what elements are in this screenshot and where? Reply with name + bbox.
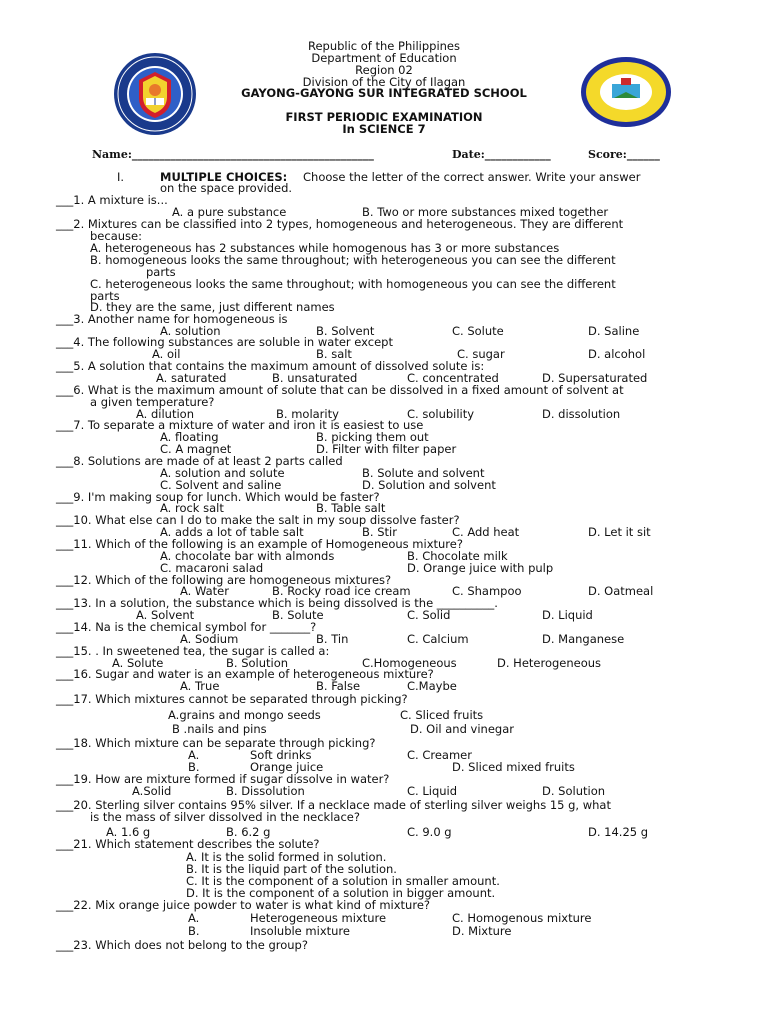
answer-choice: D. Let it sit bbox=[588, 525, 651, 539]
question-text: ___4. The following substances are soluble in water except bbox=[56, 335, 393, 349]
answer-choice: A. dilution bbox=[136, 407, 194, 421]
answer-choice: B. Solute and solvent bbox=[362, 466, 485, 480]
answer-choice: D. It is the component of a solution in bigger amount. bbox=[186, 886, 496, 900]
header-republic: Republic of the Philippines bbox=[307, 39, 461, 53]
answer-choice: A. True bbox=[180, 679, 220, 693]
answer-choice: D. Oatmeal bbox=[588, 584, 654, 598]
answer-choice: B. picking them out bbox=[316, 430, 429, 444]
answer-choice: because: bbox=[90, 229, 142, 243]
question-text: ___22. Mix orange juice powder to water is what kind of mixture? bbox=[56, 898, 430, 912]
answer-choice: D. Saline bbox=[588, 324, 640, 338]
question-text: ___9. I'm making soup for lunch. Which would be faster? bbox=[56, 490, 380, 504]
answer-choice: C. 9.0 g bbox=[407, 825, 452, 839]
answer-choice: B. Solution bbox=[226, 656, 289, 670]
name-field[interactable]: Name:____________________________________________ bbox=[92, 148, 374, 161]
answer-choice: D. Supersaturated bbox=[542, 371, 648, 385]
answer-choice: C. Solvent and saline bbox=[160, 478, 282, 492]
answer-choice: C. Homogenous mixture bbox=[452, 911, 592, 925]
answer-choice: A. floating bbox=[160, 430, 219, 444]
question-text: ___19. How are mixture formed if sugar dissolve in water? bbox=[56, 772, 390, 786]
answer-choice: A. saturated bbox=[156, 371, 227, 385]
question-text: ___7. To separate a mixture of water and iron it is easiest to use bbox=[56, 418, 424, 432]
question-text: ___2. Mixtures can be classified into 2 types, homogeneous and heterogeneous. They are different bbox=[56, 217, 624, 231]
answer-choice: A. 1.6 g bbox=[106, 825, 151, 839]
question-text: ___21. Which statement describes the solute? bbox=[56, 837, 320, 851]
question-text: ___20. Sterling silver contains 95% silver. If a necklace made of sterling silver weighs 15 g, what bbox=[56, 798, 611, 812]
answer-choice: B. False bbox=[316, 679, 361, 693]
answer-choice: A. heterogeneous has 2 substances while homogenous has 3 or more substances bbox=[90, 241, 560, 255]
answer-choice: B .nails and pins bbox=[172, 722, 267, 736]
answer-choice: C. Calcium bbox=[407, 632, 469, 646]
date-field[interactable]: Date:____________ bbox=[452, 148, 551, 161]
answer-choice: D. alcohol bbox=[588, 347, 646, 361]
answer-choice: D. 14.25 g bbox=[588, 825, 649, 839]
answer-choice: B. Chocolate milk bbox=[407, 549, 508, 563]
answer-choice: A. Sodium bbox=[180, 632, 239, 646]
answer-choice: C. heterogeneous looks the same throughout; with homogeneous you can see the different bbox=[90, 277, 616, 291]
header-region: Region 02 bbox=[355, 63, 413, 77]
question-text: ___11. Which of the following is an example of Homogeneous mixture? bbox=[56, 537, 463, 551]
section-instruction: Choose the letter of the correct answer. Write your answer bbox=[303, 170, 641, 184]
answer-choice: B. Dissolution bbox=[226, 784, 305, 798]
answer-choice: B. Two or more substances mixed together bbox=[362, 205, 609, 219]
answer-choice: B. homogeneous looks the same throughout; with heterogeneous you can see the different bbox=[90, 253, 616, 267]
exam-title: FIRST PERIODIC EXAMINATION bbox=[285, 110, 483, 124]
exam-subject: In SCIENCE 7 bbox=[342, 122, 426, 136]
question-text: ___3. Another name for homogeneous is bbox=[56, 312, 288, 326]
school-name: GAYONG-GAYONG SUR INTEGRATED SCHOOL bbox=[241, 86, 527, 100]
answer-choice: A. It is the solid formed in solution. bbox=[186, 850, 387, 864]
answer-choice: D. Solution and solvent bbox=[362, 478, 496, 492]
answer-choice: A. rock salt bbox=[160, 501, 224, 515]
answer-choice: D. dissolution bbox=[542, 407, 621, 421]
answer-choice: C. Solute bbox=[452, 324, 504, 338]
answer-choice: A. adds a lot of table salt bbox=[160, 525, 304, 539]
answer-choice: D. Filter with filter paper bbox=[316, 442, 457, 456]
section-instruction-cont: on the space provided. bbox=[160, 181, 293, 195]
answer-choice: A. Water bbox=[180, 584, 229, 598]
answer-choice: C. Solid bbox=[407, 608, 451, 622]
answer-choice: B. Stir bbox=[362, 525, 397, 539]
answer-choice: C. concentrated bbox=[407, 371, 499, 385]
answer-choice: A. solution and solute bbox=[160, 466, 285, 480]
question-text: ___23. Which does not belong to the group? bbox=[56, 938, 308, 952]
answer-choice: A. solution bbox=[160, 324, 221, 338]
answer-choice: C. sugar bbox=[457, 347, 505, 361]
answer-choice: A. oil bbox=[152, 347, 181, 361]
answer-choice: A. bbox=[188, 911, 200, 925]
question-text: ___12. Which of the following are homogeneous mixtures? bbox=[56, 573, 392, 587]
answer-choice: B. bbox=[188, 924, 200, 938]
answer-choice: B. 6.2 g bbox=[226, 825, 271, 839]
answer-choice: D. Liquid bbox=[542, 608, 593, 622]
answer-choice: C. macaroni salad bbox=[160, 561, 264, 575]
question-text: ___1. A mixture is... bbox=[56, 193, 168, 207]
answer-choice: A. chocolate bar with almonds bbox=[160, 549, 335, 563]
question-text: ___15. . In sweetened tea, the sugar is called a: bbox=[56, 644, 330, 658]
answer-choice: D. Orange juice with pulp bbox=[407, 561, 554, 575]
answer-choice: D. they are the same, just different names bbox=[90, 300, 335, 314]
header-division: Division of the City of Ilagan bbox=[302, 75, 466, 89]
answer-choice: A. Solvent bbox=[136, 608, 195, 622]
answer-choice: C.Maybe bbox=[407, 679, 457, 693]
answer-choice: A.grains and mongo seeds bbox=[168, 708, 321, 722]
answer-choice: B. bbox=[188, 760, 200, 774]
answer-choice: A.Solid bbox=[132, 784, 172, 798]
answer-choice: D. Heterogeneous bbox=[497, 656, 602, 670]
answer-choice: is the mass of silver dissolved in the necklace? bbox=[90, 810, 360, 824]
answer-choice: B. salt bbox=[316, 347, 352, 361]
answer-choice: C. Liquid bbox=[407, 784, 458, 798]
answer-choice: Soft drinks bbox=[250, 748, 312, 762]
answer-choice: B. Rocky road ice cream bbox=[272, 584, 411, 598]
answer-choice: B. molarity bbox=[276, 407, 339, 421]
question-text: ___17. Which mixtures cannot be separated through picking? bbox=[56, 692, 408, 706]
answer-choice: C. A magnet bbox=[160, 442, 232, 456]
answer-choice: A. bbox=[188, 748, 200, 762]
section-number: I. bbox=[117, 170, 125, 184]
answer-choice: parts bbox=[90, 289, 120, 303]
answer-choice: Insoluble mixture bbox=[250, 924, 350, 938]
question-text: ___8. Solutions are made of at least 2 parts called bbox=[56, 454, 343, 468]
question-text: ___13. In a solution, the substance which is being dissolved is the __________. bbox=[56, 596, 498, 610]
answer-choice: B. unsaturated bbox=[272, 371, 358, 385]
header-department: Department of Education bbox=[311, 51, 457, 65]
answer-choice: D. Manganese bbox=[542, 632, 625, 646]
answer-choice: C. Sliced fruits bbox=[400, 708, 484, 722]
answer-choice: Heterogeneous mixture bbox=[250, 911, 387, 925]
answer-choice: A. a pure substance bbox=[172, 205, 287, 219]
answer-choice: D. Sliced mixed fruits bbox=[452, 760, 575, 774]
answer-choice: a given temperature? bbox=[90, 395, 215, 409]
answer-choice: C. Shampoo bbox=[452, 584, 522, 598]
section-title: MULTIPLE CHOICES: bbox=[160, 170, 288, 184]
question-text: ___5. A solution that contains the maximum amount of dissolved solute is: bbox=[56, 359, 485, 373]
answer-choice: C. solubility bbox=[407, 407, 475, 421]
answer-choice: B. Tin bbox=[316, 632, 349, 646]
answer-choice: D. Solution bbox=[542, 784, 606, 798]
answer-choice: A. Solute bbox=[112, 656, 164, 670]
answer-choice: Orange juice bbox=[250, 760, 324, 774]
answer-choice: B. Solute bbox=[272, 608, 324, 622]
answer-choice: C. Creamer bbox=[407, 748, 472, 762]
answer-choice: B. Table salt bbox=[316, 501, 386, 515]
answer-choice: D. Mixture bbox=[452, 924, 512, 938]
answer-choice: B. It is the liquid part of the solution. bbox=[186, 862, 397, 876]
answer-choice: C. It is the component of a solution in smaller amount. bbox=[186, 874, 500, 888]
answer-choice: C.Homogeneous bbox=[362, 656, 457, 670]
answer-choice: C. Add heat bbox=[452, 525, 520, 539]
question-text: ___10. What else can I do to make the salt in my soup dissolve faster? bbox=[56, 513, 460, 527]
question-text: ___6. What is the maximum amount of solute that can be dissolved in a fixed amount of solvent at bbox=[56, 383, 624, 397]
question-text: ___18. Which mixture can be separate through picking? bbox=[56, 736, 376, 750]
question-text: ___14. Na is the chemical symbol for _______? bbox=[56, 620, 317, 634]
answer-choice: parts bbox=[146, 265, 176, 279]
question-text: ___16. Sugar and water is an example of heterogeneous mixture? bbox=[56, 667, 434, 681]
score-field[interactable]: Score:______ bbox=[588, 148, 660, 161]
answer-choice: B. Solvent bbox=[316, 324, 375, 338]
answer-choice: D. Oil and vinegar bbox=[410, 722, 514, 736]
